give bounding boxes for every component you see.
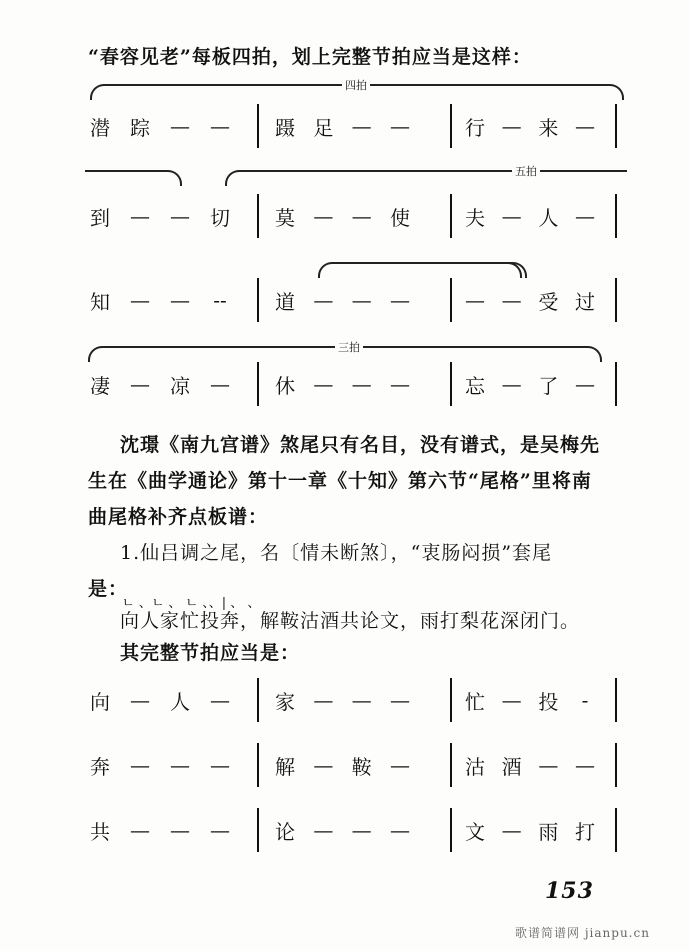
beat: 家 bbox=[275, 689, 295, 714]
beat: 共 bbox=[90, 819, 110, 844]
beat: — bbox=[389, 114, 410, 138]
bar-line bbox=[615, 278, 617, 322]
bar-line bbox=[615, 808, 617, 852]
intro-text: “春容见老”每板四拍，划上完整节拍应当是这样： bbox=[88, 46, 532, 68]
bar-line bbox=[257, 678, 259, 722]
beat: — bbox=[389, 753, 410, 777]
bar-line bbox=[450, 808, 452, 852]
beat: — bbox=[389, 288, 410, 312]
beat: — bbox=[313, 818, 334, 842]
measure bbox=[85, 680, 235, 720]
bar-line bbox=[450, 104, 452, 148]
beat: 忘 bbox=[465, 373, 485, 398]
measure bbox=[85, 810, 235, 850]
beat: — bbox=[210, 753, 230, 777]
beat: 到 bbox=[90, 205, 110, 230]
beat: — bbox=[130, 372, 150, 396]
beat: — bbox=[465, 288, 485, 312]
beat: — bbox=[170, 753, 190, 777]
beat: 解 bbox=[275, 754, 295, 779]
tie-bracket bbox=[318, 262, 522, 278]
bar-line bbox=[257, 278, 259, 322]
beat: — bbox=[130, 204, 150, 228]
paragraph-line: 其完整节拍应当是： bbox=[120, 642, 301, 664]
watermark: 歌谱简谱网 jianpu.cn bbox=[515, 926, 650, 940]
beat: 鞍 bbox=[351, 754, 372, 779]
beat: — bbox=[210, 114, 230, 138]
beat: 踪 bbox=[130, 115, 150, 140]
paragraph-line: 生在《曲学通论》第十一章《十知》第六节“尾格”里将南 bbox=[88, 470, 592, 492]
beat: — bbox=[170, 288, 190, 312]
beat: — bbox=[130, 288, 150, 312]
beat: — bbox=[313, 204, 334, 228]
beat: 过 bbox=[574, 289, 595, 314]
beat: — bbox=[574, 372, 595, 396]
beat: — bbox=[501, 688, 522, 712]
measure bbox=[270, 364, 415, 404]
beat: 行 bbox=[465, 115, 485, 140]
beat: — bbox=[351, 114, 372, 138]
beat: — bbox=[170, 204, 190, 228]
bar-line bbox=[257, 808, 259, 852]
bar-line bbox=[615, 678, 617, 722]
bar-line bbox=[450, 278, 452, 322]
measure bbox=[270, 106, 415, 146]
beat: — bbox=[501, 114, 522, 138]
bar-line bbox=[257, 743, 259, 787]
beat: 人 bbox=[170, 689, 190, 714]
bracket-label: 四拍 bbox=[342, 77, 370, 93]
beat: — bbox=[170, 818, 190, 842]
beat: — bbox=[313, 753, 334, 777]
beat: 切 bbox=[210, 205, 230, 230]
beat: — bbox=[501, 372, 522, 396]
four-beat-bracket bbox=[90, 79, 624, 100]
verse-text: 向人家忙投奔，解鞍沽酒共论文，雨打梨花深闭门。 bbox=[120, 610, 581, 632]
beat: 打 bbox=[574, 819, 595, 844]
beat: — bbox=[351, 204, 372, 228]
beat: — bbox=[210, 688, 230, 712]
bracket-label: 五拍 bbox=[512, 163, 540, 179]
beat: 休 bbox=[275, 373, 295, 398]
score-row bbox=[85, 280, 625, 320]
beat: -- bbox=[213, 288, 227, 312]
score-row bbox=[85, 364, 625, 404]
beat: — bbox=[389, 818, 410, 842]
beat: 沽 bbox=[465, 754, 485, 779]
beat: 酒 bbox=[501, 754, 522, 779]
five-beat-bracket bbox=[225, 165, 627, 186]
beat: — bbox=[351, 818, 372, 842]
beat: — bbox=[210, 372, 230, 396]
beat: 奔 bbox=[90, 754, 110, 779]
beat: 来 bbox=[538, 115, 559, 140]
beat: — bbox=[574, 204, 595, 228]
measure bbox=[270, 810, 415, 850]
beat: — bbox=[351, 688, 372, 712]
beat: 蹑 bbox=[275, 115, 295, 140]
beat: 潜 bbox=[90, 115, 110, 140]
beat: — bbox=[313, 288, 334, 312]
beat: — bbox=[313, 372, 334, 396]
beat: 凉 bbox=[170, 373, 190, 398]
tie-bracket-end bbox=[505, 262, 527, 278]
measure bbox=[460, 106, 600, 146]
beat: — bbox=[538, 753, 559, 777]
beat: — bbox=[351, 372, 372, 396]
bar-line bbox=[450, 678, 452, 722]
item-line: 是： bbox=[88, 578, 129, 600]
paragraph-line: 曲尾格补齐点板谱： bbox=[88, 506, 269, 528]
beat: — bbox=[210, 818, 230, 842]
measure bbox=[270, 280, 415, 320]
measure bbox=[270, 680, 415, 720]
beat: — bbox=[501, 288, 522, 312]
measure bbox=[460, 680, 600, 720]
beat: - bbox=[581, 688, 589, 712]
beat: 足 bbox=[313, 115, 334, 140]
beat: 凄 bbox=[90, 373, 110, 398]
score-row bbox=[85, 810, 625, 850]
beat: 受 bbox=[538, 289, 559, 314]
bar-line bbox=[450, 194, 452, 238]
beat: 莫 bbox=[275, 205, 295, 230]
item-line: 1.仙吕调之尾，名〔情未断煞〕，“衷肠闷损”套尾 bbox=[120, 542, 553, 564]
measure bbox=[460, 745, 600, 785]
beat: 夫 bbox=[465, 205, 485, 230]
beat: 了 bbox=[538, 373, 559, 398]
beat: 道 bbox=[275, 289, 295, 314]
beat: 知 bbox=[90, 289, 110, 314]
measure bbox=[85, 280, 235, 320]
score-row bbox=[85, 745, 625, 785]
beat: — bbox=[170, 114, 190, 138]
bar-line bbox=[615, 743, 617, 787]
beat: — bbox=[130, 818, 150, 842]
bar-line bbox=[257, 104, 259, 148]
beat: — bbox=[389, 688, 410, 712]
measure bbox=[460, 196, 600, 236]
bar-line bbox=[450, 743, 452, 787]
page-number: 153 bbox=[545, 878, 594, 904]
bar-line bbox=[257, 362, 259, 406]
beat: 雨 bbox=[538, 819, 559, 844]
beat: — bbox=[130, 688, 150, 712]
beat: — bbox=[389, 372, 410, 396]
beat: — bbox=[501, 818, 522, 842]
measure bbox=[460, 280, 600, 320]
measure bbox=[460, 810, 600, 850]
beat: — bbox=[574, 753, 595, 777]
bar-line bbox=[615, 194, 617, 238]
beat: — bbox=[351, 288, 372, 312]
measure bbox=[270, 745, 415, 785]
bracket-label: 三拍 bbox=[335, 339, 363, 355]
measure bbox=[85, 364, 235, 404]
beat-marks: ㄴ 、ㄴ 、 ㄴ 、、| 、 、 bbox=[122, 596, 261, 611]
beat: 论 bbox=[275, 819, 295, 844]
measure bbox=[85, 196, 235, 236]
beat: 向 bbox=[90, 689, 110, 714]
measure bbox=[460, 364, 600, 404]
beat: — bbox=[313, 688, 334, 712]
beat: — bbox=[574, 114, 595, 138]
bar-line bbox=[450, 362, 452, 406]
measure bbox=[85, 745, 235, 785]
bracket-end bbox=[85, 170, 182, 186]
beat: 人 bbox=[538, 205, 559, 230]
beat: 使 bbox=[389, 205, 410, 230]
beat: — bbox=[130, 753, 150, 777]
beat: 投 bbox=[538, 689, 559, 714]
bar-line bbox=[615, 362, 617, 406]
beat: 忙 bbox=[465, 689, 485, 714]
beat: — bbox=[501, 204, 522, 228]
three-beat-bracket bbox=[88, 341, 602, 362]
measure bbox=[270, 196, 415, 236]
bar-line bbox=[615, 104, 617, 148]
paragraph-line: 沈璟《南九宫谱》煞尾只有名目，没有谱式，是吴梅先 bbox=[120, 434, 601, 456]
score-row bbox=[85, 106, 625, 146]
bar-line bbox=[257, 194, 259, 238]
score-row bbox=[85, 196, 625, 236]
beat: 文 bbox=[465, 819, 485, 844]
score-row bbox=[85, 680, 625, 720]
measure bbox=[85, 106, 235, 146]
